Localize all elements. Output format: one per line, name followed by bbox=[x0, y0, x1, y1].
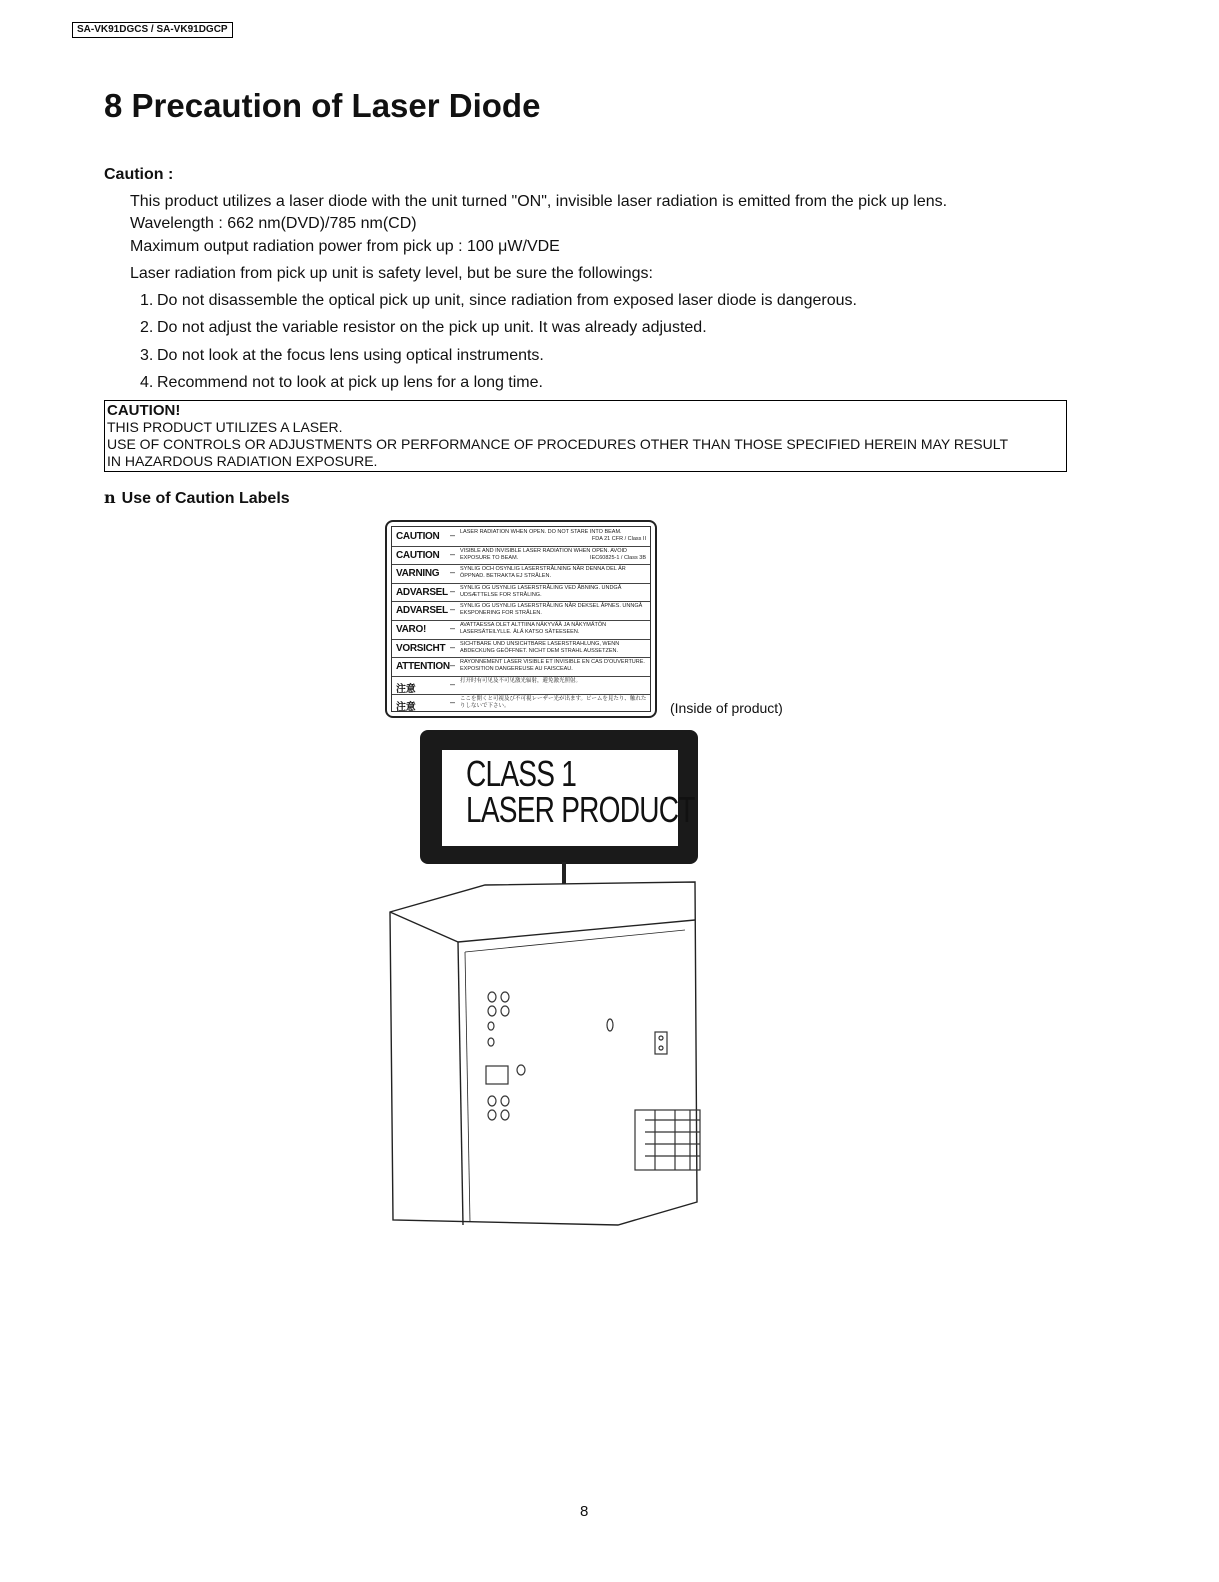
page-title: 8 Precaution of Laser Diode bbox=[104, 87, 541, 124]
caution-list-item bbox=[140, 373, 543, 393]
caution-label-row bbox=[392, 657, 650, 677]
caution-paragraph: Laser radiation from pick up unit is safety level, but be sure the followings: bbox=[130, 265, 653, 282]
caution-label-word: ATTENTION bbox=[396, 661, 450, 673]
caution-label-word: ADVARSEL bbox=[396, 605, 448, 617]
caution-label-standard: FDA 21 CFR / Class II bbox=[591, 536, 646, 542]
caution-label-text: SYNLIG OG USYNLIG LASERSTRÅLING NÅR DEKSEL ÅPNES. UNNGÅ EKSPONERING FOR STRÅLEN. bbox=[460, 603, 643, 617]
caution-heading: Caution : bbox=[104, 166, 174, 183]
caution-warning-box bbox=[104, 400, 1067, 472]
product-rear-diagram bbox=[385, 860, 715, 1230]
caution-box-line: THIS PRODUCT UTILIZES A LASER. bbox=[107, 419, 343, 435]
list-number: 4. bbox=[140, 374, 154, 391]
caution-labels-heading-text: Use of Caution Labels bbox=[121, 490, 290, 507]
caution-label-row bbox=[392, 620, 650, 640]
list-text: Do not disassemble the optical pick up unit, since radiation from exposed laser diode is dangerous. bbox=[157, 292, 857, 309]
dash-glyph: – bbox=[450, 548, 456, 559]
dash-glyph: – bbox=[450, 585, 456, 596]
dash-glyph: – bbox=[450, 604, 456, 615]
caution-label-row bbox=[392, 564, 650, 584]
caution-label-plate bbox=[385, 520, 657, 718]
list-number: 1. bbox=[140, 292, 154, 309]
caution-label-word: ADVARSEL bbox=[396, 586, 448, 598]
caution-label-text: RAYONNEMENT LASER VISIBLE ET INVISIBLE EN CAS D'OUVERTURE. EXPOSITION DANGEREUSE AU FAISCEAU. bbox=[460, 659, 645, 673]
caution-label-word: CAUTION bbox=[396, 531, 440, 542]
inside-of-product-label: (Inside of product) bbox=[670, 700, 783, 716]
class1-line: LASER PRODUCT bbox=[466, 789, 695, 830]
caution-labels-heading bbox=[104, 488, 290, 508]
caution-label-text: VISIBLE AND INVISIBLE LASER RADIATION WHEN OPEN. AVOID EXPOSURE TO BEAM. bbox=[460, 547, 627, 561]
caution-label-text: 打开时有可见及不可见激光辐射，避免激光照射。 bbox=[460, 677, 582, 684]
caution-label-text: LASER RADIATION WHEN OPEN. DO NOT STARE INTO BEAM. bbox=[460, 529, 622, 535]
caution-label-text: SICHTBARE UND UNSICHTBARE LASERSTRAHLUNG, WENN ABDECKUNG GEÖFFNET. NICHT DEM STRAHL AUSSETZEN. bbox=[460, 640, 620, 654]
caution-label-text: ここを開くと可視及び不可視レーザー光が出ます。ビームを見たり、触れたりしないで下さい。 bbox=[460, 696, 647, 710]
caution-paragraph: Maximum output radiation power from pick up : 100 μW/VDE bbox=[130, 238, 560, 255]
list-text: Recommend not to look at pick up lens for a long time. bbox=[157, 374, 543, 391]
list-text: Do not look at the focus lens using optical instruments. bbox=[157, 347, 544, 364]
caution-label-text: SYNLIG OCH OSYNLIG LASERSTRÅLNING NÄR DENNA DEL ÄR ÖPPNAD. BETRAKTA EJ STRÅLEN. bbox=[460, 566, 626, 580]
caution-label-standard: IEC60825-1 / Class 3B bbox=[590, 554, 646, 561]
caution-paragraph: This product utilizes a laser diode with the unit turned "ON", invisible laser radiation is emitted from the pick up lens. bbox=[130, 193, 948, 210]
caution-label-row bbox=[392, 676, 650, 696]
caution-list-item bbox=[140, 346, 544, 366]
class1-label-face bbox=[442, 750, 695, 846]
page-number: 8 bbox=[580, 1503, 589, 1520]
caution-box-line: USE OF CONTROLS OR ADJUSTMENTS OR PERFORMANCE OF PROCEDURES OTHER THAN THOSE SPECIFIED HEREIN MAY RESULT bbox=[107, 436, 1009, 452]
caution-list-item bbox=[140, 291, 857, 311]
caution-box-line: IN HAZARDOUS RADIATION EXPOSURE. bbox=[107, 453, 378, 469]
caution-label-word: CAUTION bbox=[396, 549, 440, 561]
caution-label-text: AVATTAESSA OLET ALTTIINA NÄKYVÄÄ JA NÄKYMÄTÖN LASERSÄTEILYLLE. ÄLÄ KATSO SÄTEESEEN. bbox=[460, 622, 607, 635]
list-text: Do not adjust the variable resistor on the pick up unit. It was already adjusted. bbox=[157, 319, 707, 336]
caution-label-plate-inner bbox=[391, 526, 651, 712]
class1-laser-label bbox=[420, 730, 698, 864]
caution-paragraph: Wavelength : 662 nm(DVD)/785 nm(CD) bbox=[130, 215, 417, 232]
caution-label-word: VORSICHT bbox=[396, 642, 446, 654]
caution-label-word: 注意 bbox=[396, 683, 416, 695]
dash-glyph: – bbox=[450, 623, 456, 633]
dash-glyph: – bbox=[450, 530, 456, 540]
caution-label-text: SYNLIG OG USYNLIG LASERSTRÅLING VED ÅBNING. UNDGÅ UDSÆTTELSE FOR STRÅLING. bbox=[460, 584, 622, 598]
caution-list-item bbox=[140, 318, 707, 338]
class1-line: CLASS 1 bbox=[466, 753, 577, 794]
list-number: 3. bbox=[140, 347, 154, 364]
caution-label-row bbox=[392, 694, 650, 713]
caution-label-word: 注意 bbox=[396, 702, 416, 714]
caution-label-row bbox=[392, 546, 650, 566]
list-number: 2. bbox=[140, 319, 154, 336]
caution-label-row bbox=[392, 527, 650, 547]
dash-glyph: – bbox=[450, 660, 456, 671]
caution-label-word: VARO! bbox=[396, 624, 426, 635]
caution-label-row bbox=[392, 583, 650, 603]
bullet-icon: n bbox=[104, 488, 116, 507]
caution-label-row bbox=[392, 601, 650, 621]
caution-box-title: CAUTION! bbox=[107, 402, 181, 419]
dash-glyph: – bbox=[450, 567, 456, 578]
caution-label-row bbox=[392, 639, 650, 659]
dash-glyph: – bbox=[450, 641, 456, 652]
class1-label-text bbox=[466, 753, 695, 830]
dash-glyph: – bbox=[450, 678, 456, 689]
model-number-tag: SA-VK91DGCS / SA-VK91DGCP bbox=[72, 22, 233, 38]
caution-label-word: VARNING bbox=[396, 568, 440, 580]
dash-glyph: – bbox=[450, 697, 456, 708]
